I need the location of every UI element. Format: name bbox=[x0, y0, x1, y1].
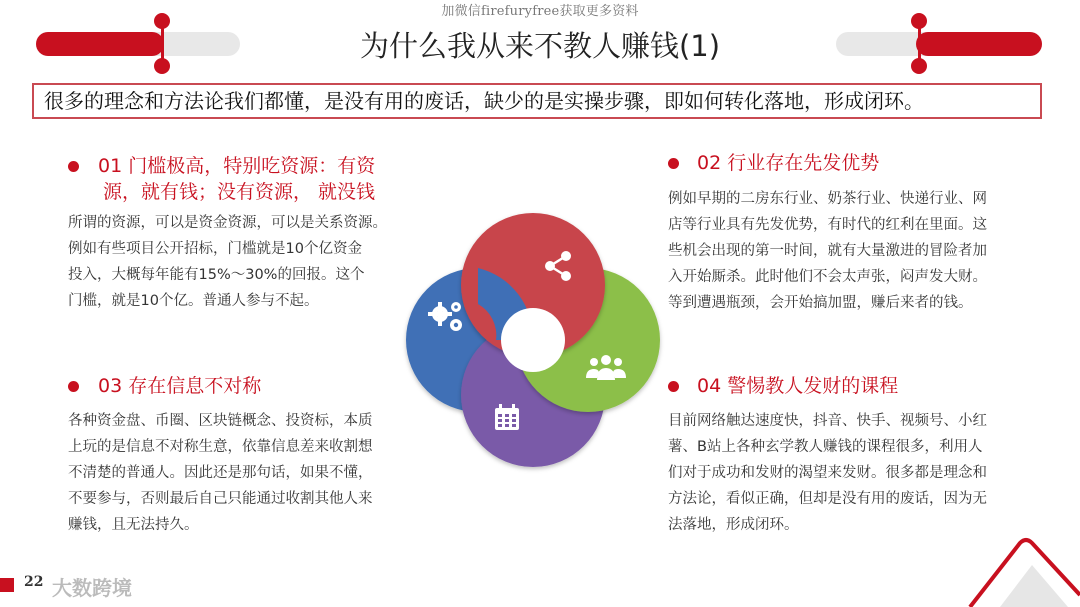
section-01-bullet bbox=[68, 161, 79, 172]
section-02-line: 入开始厮杀。此时他们不会太声张，闷声发大财。 bbox=[668, 269, 987, 285]
summary-box: 很多的理念和方法论我们都懂，是没有用的废话，缺少的是实操步骤，即如何转化落地，形成闭环。 bbox=[32, 83, 1042, 119]
section-03-bullet bbox=[68, 381, 79, 392]
section-01-heading bbox=[98, 153, 418, 205]
section-04-line: 法落地，形成闭环。 bbox=[668, 517, 799, 533]
section-03-line: 不清楚的普通人。因此还是那句话，如果不懂， bbox=[68, 465, 373, 481]
section-03-body bbox=[68, 408, 418, 538]
page-title: 为什么我从来不教人赚钱(1) bbox=[359, 29, 721, 63]
section-01-body bbox=[68, 210, 418, 314]
section-02-line: 等到遭遇瓶颈，会开始搞加盟，赚后来者的钱。 bbox=[668, 295, 973, 311]
section-04-heading: 04 警惕教人发财的课程 bbox=[697, 375, 899, 397]
section-04-line: 们对于成功和发财的渴望来发财。很多都是理念和 bbox=[668, 465, 987, 481]
section-02-body bbox=[668, 186, 1038, 316]
section-02-heading: 02 行业存在先发优势 bbox=[697, 152, 880, 174]
section-02-line: 例如早期的二房东行业、奶茶行业、快递行业、网 bbox=[668, 191, 987, 207]
section-02-line: 店等行业具有先发优势，有时代的红利在里面。这 bbox=[668, 217, 987, 233]
footer-red-marker bbox=[0, 578, 14, 592]
cycle-diagram bbox=[400, 210, 670, 480]
section-02-bullet bbox=[668, 158, 679, 169]
section-01-heading-line2: 源，就有钱；没有资源， 就没钱 bbox=[103, 181, 376, 203]
section-04-line: 方法论，看似正确，但却是没有用的废话，因为无 bbox=[668, 491, 987, 507]
corner-decoration bbox=[960, 535, 1080, 607]
section-01-line: 所谓的资源，可以是资金资源，可以是关系资源。 bbox=[68, 215, 387, 231]
section-03-line: 赚钱，且无法持久。 bbox=[68, 517, 199, 533]
section-01-heading-line1: 01 门槛极高，特别吃资源：有资 bbox=[98, 155, 376, 177]
brand-watermark: 大数跨境 bbox=[52, 576, 132, 600]
section-01-line: 门槛，就是10个亿。普通人参与不起。 bbox=[68, 293, 319, 309]
watermark-text: 加微信firefuryfree获取更多资料 bbox=[441, 4, 639, 19]
section-04-line: 目前网络触达速度快，抖音、快手、视频号、小红 bbox=[668, 413, 987, 429]
section-03-line: 上玩的是信息不对称生意，依靠信息差来收割想 bbox=[68, 439, 373, 455]
section-01-line: 例如有些项目公开招标，门槛就是10个亿资金 bbox=[68, 241, 362, 257]
section-03-heading: 03 存在信息不对称 bbox=[98, 375, 262, 397]
section-01-line: 投入，大概每年能有15%～30%的回报。这个 bbox=[68, 267, 365, 283]
diagram-center bbox=[501, 308, 565, 372]
section-03-line: 不要参与，否则最后自己只能通过收割其他人来 bbox=[68, 491, 373, 507]
page-number: 22 bbox=[24, 574, 44, 590]
section-03-line: 各种资金盘、币圈、区块链概念、投资标，本质 bbox=[68, 413, 373, 429]
section-02-line: 些机会出现的第一时间，就有大量激进的冒险者加 bbox=[668, 243, 987, 259]
section-04-line: 薯、B站上各种玄学教人赚钱的课程很多，利用人 bbox=[668, 439, 983, 455]
section-04-body bbox=[668, 408, 1038, 538]
